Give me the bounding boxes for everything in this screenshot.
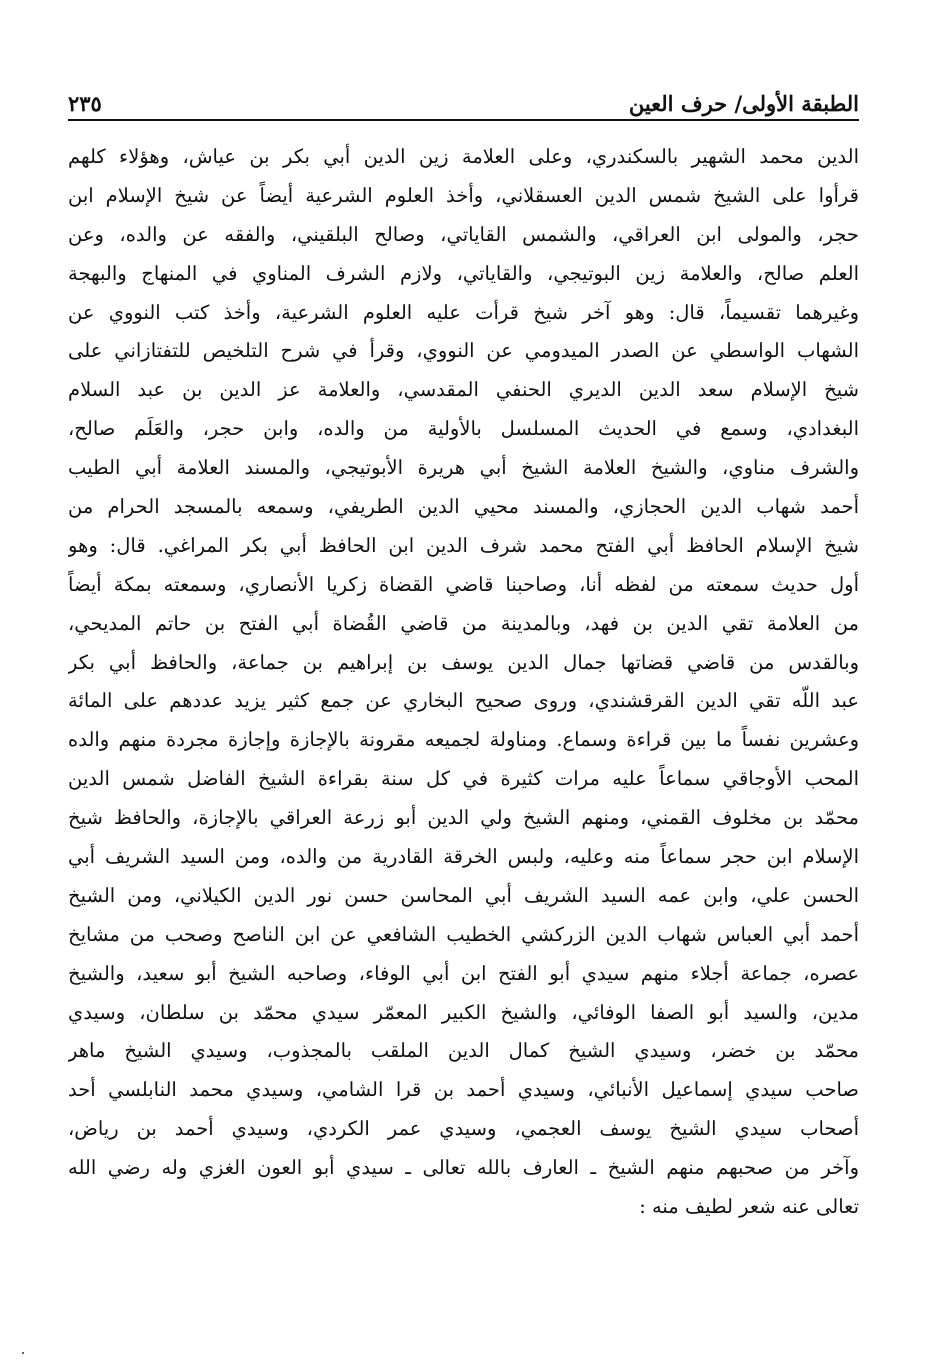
text-line: قرأوا على الشيخ شمس الدين العسقلاني، وأخذ العلوم الشرعية أيضاً عن شيخ الإسلام ابن [68, 183, 859, 207]
text-line: عصره، جماعة أجلاء منهم سيدي أبو الفتح ابن أبي الوفاء، وصاحبه الشيخ أبو سعيد، والشيخ [68, 961, 859, 985]
text-line: شيخ الإسلام الحافظ أبي الفتح محمد شرف الدين ابن الحافظ أبي بكر المراغي. قال: وهو [68, 533, 859, 557]
text-line: صاحب سيدي إسماعيل الأنبائي، وسيدي أحمد بن قرا الشامي، وسيدي محمد النابلسي أحد [68, 1078, 859, 1102]
body-text [68, 138, 859, 1227]
scan-speck [22, 1352, 24, 1354]
text-line: الحسن علي، وابن عمه السيد الشريف أبي المحاسن حسن نور الدين الكيلاني، ومن الشيخ [68, 883, 859, 907]
text-line: المحب الأوجاقي سماعاً عليه مرات كثيرة في كل سنة بقراءة الشيخ الفاضل شمس الدين [68, 767, 859, 791]
text-line: الشهاب الواسطي عن الصدر الميدومي عن النووي، وقرأ في شرح التلخيص للتفتازاني على [68, 339, 859, 363]
text-line: أول حديث سمعته من لفظه أنا، وصاحبنا قاضي القضاة زكريا الأنصاري، وسمعته بمكة أيضاً [68, 572, 859, 596]
text-line: وعشرين نفساً ما بين قراءة وسماع. ومناولة لجميعه مقرونة بالإجازة وإجازة مجردة منهم والده [68, 728, 859, 752]
text-line: وبالقدس من قاضي قضاتها جمال الدين يوسف بن إبراهيم بن جماعة، والحافظ أبي بكر [68, 650, 859, 674]
text-line: أصحاب سيدي الشيخ يوسف العجمي، وسيدي عمر الكردي، وسيدي أحمد بن رياض، [68, 1117, 859, 1141]
text-line: وآخر من صحبهم منهم الشيخ ـ العارف بالله تعالى ـ سيدي أبو العون الغزي وله رضي الله [68, 1156, 859, 1180]
page-header [68, 74, 859, 114]
running-title: الطبقة الأولى/ حرف العين [628, 91, 859, 116]
text-line: وغيرهما تقسيماً، قال: وهو آخر شيخ قرأت عليه العلوم الشرعية، وأخذ كتب النووي عن [68, 300, 859, 324]
page-number: ٢٣٥ [68, 91, 102, 116]
text-line: أحمد شهاب الدين الحجازي، والمسند محيي الدين الطريفي، وسمعه بالمسجد الحرام من [68, 495, 859, 519]
text-line: الإسلام ابن حجر سماعاً منه وعليه، ولبس الخرقة القادرية من والده، ومن السيد الشريف أبي [68, 845, 859, 869]
text-line: محمّد بن خضر، وسيدي الشيخ كمال الدين الملقب بالمجذوب، وسيدي الشيخ ماهر [68, 1039, 859, 1063]
text-line: البغدادي، وسمع في الحديث المسلسل بالأولية من والده، وابن حجر، والعَلَم صالح، [68, 417, 859, 441]
text-line: مدين، والسيد أبو الصفا الوفائي، والشيخ الكبير المعمّر سيدي محمّد بن سلطان، وسيدي [68, 1000, 859, 1024]
text-line-last: تعالى عنه شعر لطيف منه : [639, 1195, 859, 1219]
text-line: حجر، والمولى ابن العراقي، والشمس القاياتي، وصالح البلقيني، والفقه عن والده، وعن [68, 222, 859, 246]
header-divider [68, 119, 859, 121]
text-line: والشرف مناوي، والشيخ العلامة الشيخ أبي هريرة الأبوتيجي، والمسند العلامة أبي الطيب [68, 456, 859, 480]
text-line: العلم صالح، والعلامة زين البوتيجي، والقاياتي، ولازم الشرف المناوي في المنهاج والبهجة [68, 261, 859, 285]
text-line: عبد اللّه تقي الدين القرقشندي، وروى صحيح البخاري عن جمع كثير يزيد عددهم على المائة [68, 689, 859, 713]
text-line: محمّد بن مخلوف القمني، ومنهم الشيخ ولي الدين أبو زرعة العراقي بالإجازة، والحافظ شيخ [68, 806, 859, 830]
text-line: الدين محمد الشهير بالسكندري، وعلى العلامة زين الدين أبي بكر بن عياش، وهؤلاء كلهم [68, 145, 859, 168]
text-line: شيخ الإسلام سعد الدين الديري الحنفي المقدسي، والعلامة عز الدين بن عبد السلام [68, 378, 859, 402]
text-line: من العلامة تقي الدين بن فهد، وبالمدينة من قاضي القُضاة أبي الفتح بن حاتم المديحي، [68, 611, 859, 635]
text-line: أحمد أبي العباس شهاب الدين الزركشي الخطيب الشافعي عن ابن الناصح وصحب من مشايخ [68, 922, 859, 946]
